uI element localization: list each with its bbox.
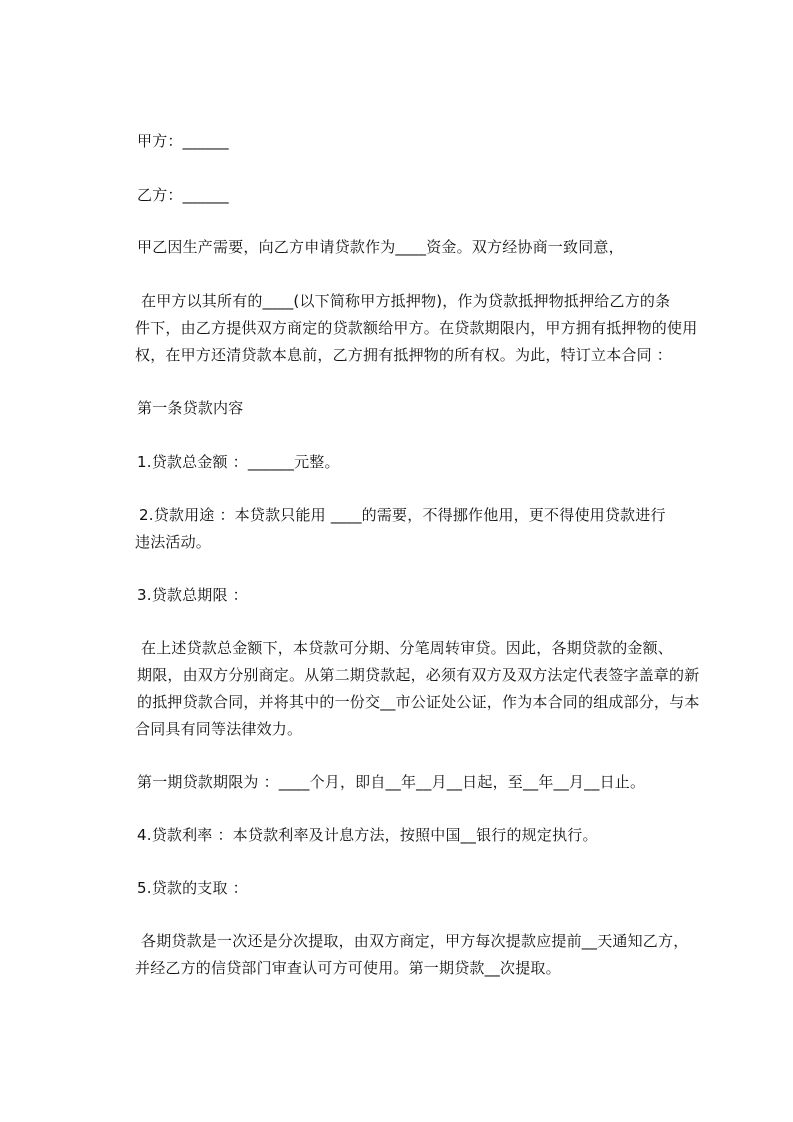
party-b-line: 乙方：______ xyxy=(137,186,229,204)
item-5-withdrawal: 5.贷款的支取 ： xyxy=(137,879,248,897)
paragraph-line: 在甲方以其所有的____(以下简称甲方抵押物)，作为贷款抵押物抵押给乙方的条 xyxy=(141,292,671,310)
party-a-line: 甲方：______ xyxy=(137,132,229,150)
paragraph-line: 期限，由双方分别商定。从第二期贷款起，必须有双方及双方法定代表签字盖章的新 xyxy=(137,666,700,684)
item-1-loan-amount: 1.贷款总金额 ：______元整。 xyxy=(137,453,340,471)
paragraph-line: 2.贷款用途 ：本贷款只能用 ____的需要，不得挪作他用，更不得使用贷款进行 xyxy=(139,506,666,524)
first-period-line: 第一期贷款期限为 ：____个月，即自__年__月__日起，至__年__月__日止。 xyxy=(137,773,646,791)
intro-paragraph: 甲乙因生产需要，向乙方申请贷款作为____资金。双方经协商一致同意， xyxy=(137,238,624,256)
paragraph-line: 并经乙方的信贷部门审查认可方可使用。第一期贷款__次提取。 xyxy=(135,959,561,977)
paragraph-line: 违法活动。 xyxy=(135,533,212,551)
item-4-interest-rate: 4.贷款利率 ：本贷款利率及计息方法，按照中国__银行的规定执行。 xyxy=(137,826,598,844)
paragraph-line: 件下，由乙方提供双方商定的贷款额给甲方。在贷款期限内，甲方拥有抵押物的使用 xyxy=(135,319,698,337)
article-1-heading: 第一条贷款内容 xyxy=(137,399,244,417)
paragraph-line: 合同具有同等法律效力。 xyxy=(135,720,303,738)
paragraph-line: 权，在甲方还清贷款本息前，乙方拥有抵押物的所有权。为此，特订立本合同 ： xyxy=(135,346,672,364)
paragraph-line: 在上述贷款总金额下，本贷款可分期、分笔周转审贷。因此，各期贷款的金额、 xyxy=(141,639,674,657)
paragraph-line: 的抵押贷款合同，并将其中的一份交__市公证处公证，作为本合同的组成部分，与本 xyxy=(137,693,700,711)
paragraph-line: 各期贷款是一次还是分次提取，由双方商定，甲方每次提款应提前__天通知乙方， xyxy=(141,932,689,950)
item-3-loan-term: 3.贷款总期限 ： xyxy=(137,586,248,604)
